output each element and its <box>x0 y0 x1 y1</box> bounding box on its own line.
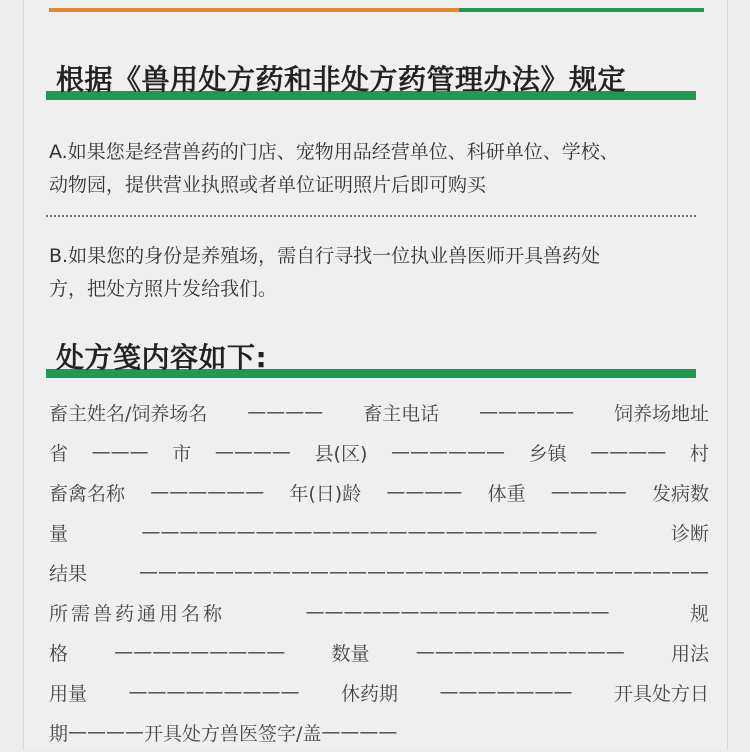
option-a-line-1: A.如果您是经营兽药的门店、宠物用品经营单位、科研单位、学校、 <box>49 141 619 163</box>
form-line <box>49 472 709 512</box>
blank-line: ———— <box>214 441 291 463</box>
field-label: 村 <box>689 442 709 465</box>
prescription-info-card <box>23 0 728 750</box>
dotted-divider <box>46 215 696 217</box>
accent-bar-green <box>459 8 704 12</box>
field-label: 用法 <box>670 642 709 665</box>
blank-line: ———— <box>550 481 627 503</box>
field-label: 结果 <box>49 562 88 585</box>
blank-line: ———— <box>68 721 145 743</box>
form-line <box>49 712 709 752</box>
field-label: 诊断 <box>670 522 709 545</box>
option-b-paragraph <box>49 240 704 306</box>
blank-line: ———— <box>247 401 324 423</box>
blank-line: ———— <box>590 441 667 463</box>
field-label: 开具处方兽医签字/盖 <box>144 722 322 745</box>
field-label: 市 <box>172 442 192 465</box>
field-label: 所需兽药通用名称 <box>49 602 226 625</box>
field-label: 休药期 <box>340 682 398 705</box>
blank-line: ————— <box>479 401 575 423</box>
top-accent-bar <box>49 8 704 12</box>
option-b-line-1: B.如果您的身份是养殖场，需自行寻找一位执业兽医师开具兽药处 <box>49 245 601 267</box>
field-label: 规 <box>689 602 709 625</box>
blank-line: —————— <box>390 441 505 463</box>
prescription-heading-text: 处方笺内容如下: <box>56 341 268 374</box>
blank-line: ——— <box>91 441 149 463</box>
blank-line: ———— <box>321 721 398 743</box>
field-label: 畜主电话 <box>363 402 440 425</box>
field-label: 发病数 <box>651 482 709 505</box>
option-a-paragraph <box>49 136 704 202</box>
blank-line: ——————— <box>439 681 573 703</box>
accent-bar-orange <box>49 8 459 12</box>
field-label: 体重 <box>487 482 526 505</box>
field-label: 省 <box>49 442 69 465</box>
field-label: 开具处方日 <box>613 682 709 705</box>
field-label: 量 <box>49 522 69 545</box>
blank-line: ————————— <box>128 681 300 703</box>
option-a-line-2: 动物园，提供营业执照或者单位证明照片后即可购买 <box>49 174 487 196</box>
field-label: 乡镇 <box>528 442 567 465</box>
field-label: 数量 <box>331 642 370 665</box>
form-line <box>49 672 709 712</box>
form-line <box>49 512 709 552</box>
field-label: 期 <box>49 722 69 745</box>
regulation-heading-text: 根据《兽用处方药和非处方药管理办法》规定 <box>56 63 627 96</box>
prescription-heading <box>46 336 696 378</box>
blank-line: ——————————— <box>415 641 625 663</box>
field-label: 用量 <box>49 682 88 705</box>
prescription-form-fields <box>49 392 709 752</box>
field-label: 县(区) <box>314 442 368 465</box>
field-label: 格 <box>49 642 69 665</box>
blank-line: —————— <box>150 481 265 503</box>
field-label: 年(日)龄 <box>289 482 362 505</box>
regulation-heading <box>46 56 696 100</box>
field-label: 饲养场地址 <box>613 402 709 425</box>
field-label: 畜主姓名/饲养场名 <box>49 402 208 425</box>
form-line <box>49 592 709 632</box>
blank-line: —————————————————————————————— <box>139 561 709 583</box>
option-b-line-2: 方，把处方照片发给我们。 <box>49 278 278 300</box>
form-line <box>49 632 709 672</box>
form-line <box>49 392 709 432</box>
form-line <box>49 552 709 592</box>
form-line <box>49 432 709 472</box>
blank-line: ————————— <box>114 641 286 663</box>
blank-line: ———————————————————————— <box>141 521 598 543</box>
blank-line: ———————————————— <box>305 601 610 623</box>
field-label: 畜禽名称 <box>49 482 126 505</box>
blank-line: ———— <box>386 481 463 503</box>
